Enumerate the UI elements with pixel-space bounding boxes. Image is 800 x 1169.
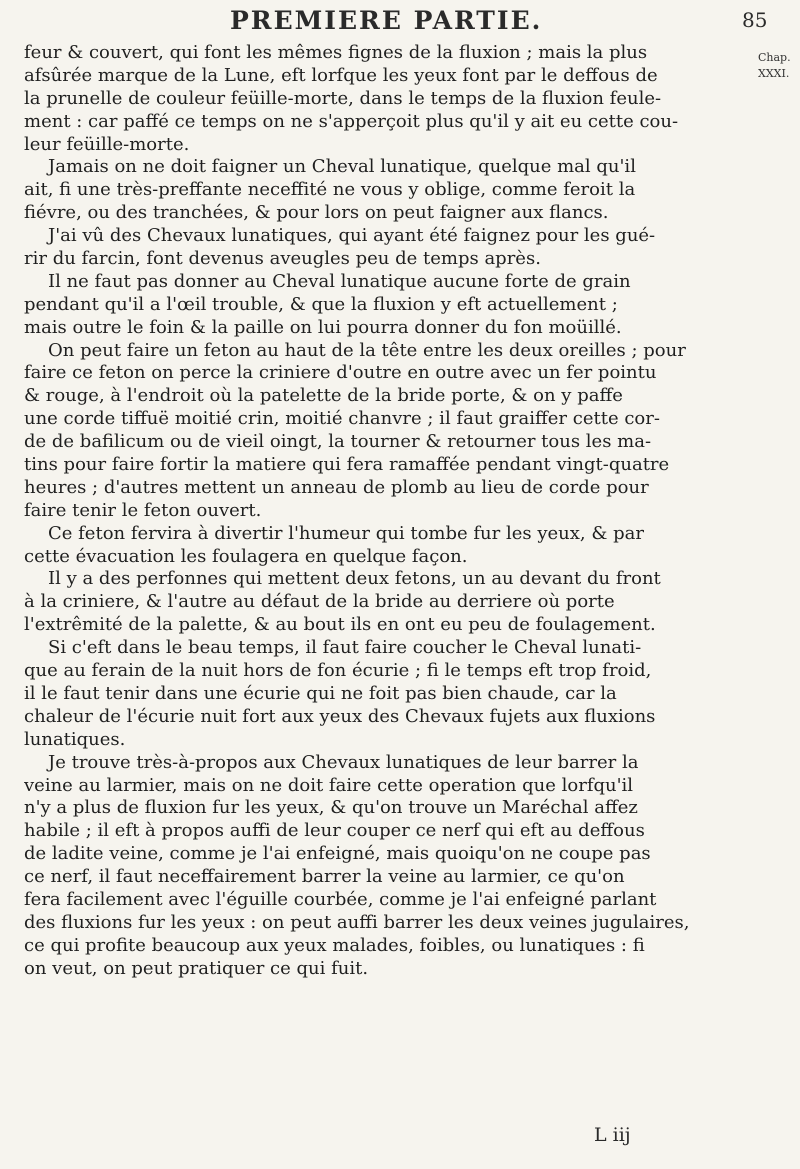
text-line: Je trouve très-à-propos aux Chevaux lunatiques de leur barrer la (48, 751, 639, 773)
text-line: une corde tiffuë moitié crin, moitié chanvre ; il faut graiffer cette cor- (24, 408, 660, 430)
text-line: On peut faire un feton au haut de la tête entre les deux oreilles ; pour (48, 339, 686, 361)
chapter-number: XXXI. (758, 67, 790, 80)
text-line: & rouge, à l'endroit où la patelette de la bride porte, & on y paffe (24, 385, 623, 407)
text-line: lunatiques. (24, 728, 126, 750)
text-line: ment : car paffé ce temps on ne s'apperçoit plus qu'il y ait eu cette cou- (24, 110, 679, 132)
text-line: ce nerf, il faut neceffairement barrer la veine au larmier, ce qu'on (24, 866, 625, 888)
text-line: mais outre le foin & la paille on lui pourra donner du fon moüillé. (24, 316, 622, 338)
text-line: J'ai vû des Chevaux lunatiques, qui ayant été faignez pour les gué- (48, 225, 656, 247)
text-line: ce qui profite beaucoup aux yeux malades, foibles, ou lunatiques : fi (24, 934, 645, 956)
text-line: tins pour faire fortir la matiere qui fera ramaffée pendant vingt-quatre (24, 454, 670, 476)
text-line: Il y a des perfonnes qui mettent deux fetons, un au devant du front (48, 568, 661, 590)
text-line: pendant qu'il a l'œil trouble, & que la fluxion y eft actuellement ; (24, 293, 618, 315)
text-line: fera facilement avec l'éguille courbée, comme je l'ai enfeigné parlant (24, 888, 657, 910)
text-line: Jamais on ne doit faigner un Cheval lunatique, quelque mal qu'il (48, 156, 636, 178)
text-line: veine au larmier, mais on ne doit faire cette operation que lorfqu'il (24, 774, 634, 796)
text-line: habile ; il eft à propos auffi de leur couper ce nerf qui eft au deffous (24, 820, 645, 842)
text-line: de ladite veine, comme je l'ai enfeigné, mais quoiqu'on ne coupe pas (24, 843, 651, 865)
text-line: il le faut tenir dans une écurie qui ne foit pas bien chaude, car la (24, 682, 617, 704)
text-line: Si c'eft dans le beau temps, il faut faire coucher le Cheval lunati- (48, 637, 642, 659)
text-line: l'extrêmité de la palette, & au bout ils en ont eu peu de foulagement. (24, 614, 656, 636)
text-line: faire ce feton on perce la criniere d'outre en outre avec un fer pointu (24, 362, 657, 384)
text-line: des fluxions fur les yeux : on peut auffi barrer les deux veines jugulaires, (24, 911, 690, 933)
text-line: leur feüille-morte. (24, 133, 190, 155)
text-line: heures ; d'autres mettent un anneau de plomb au lieu de corde pour (24, 476, 649, 498)
text-line: feur & couvert, qui font les mêmes fignes de la fluxion ; mais la plus (24, 42, 648, 63)
text-line: on veut, on peut pratiquer ce qui fuit. (24, 957, 369, 979)
body-text (24, 42, 752, 981)
page-header (0, 4, 800, 44)
text-line: Il ne faut pas donner au Cheval lunatique aucune forte de grain (48, 270, 631, 292)
signature-mark: L iij (594, 1124, 631, 1146)
text-line: la prunelle de couleur feüille-morte, dans le temps de la fluxion feule- (24, 87, 662, 109)
text-line: n'y a plus de fluxion fur les yeux, & qu'on trouve un Maréchal affez (24, 797, 638, 819)
running-title: PREMIERE PARTIE. (230, 6, 543, 35)
page-number: 85 (742, 8, 768, 32)
text-line: chaleur de l'écurie nuit fort aux yeux des Chevaux fujets aux fluxions (24, 705, 656, 727)
chapter-label: Chap. (758, 51, 791, 64)
text-line: fiévre, ou des tranchées, & pour lors on peut faigner aux flancs. (24, 202, 609, 224)
text-line: faire tenir le feton ouvert. (24, 499, 262, 521)
text-line: afsûrée marque de la Lune, eft lorfque les yeux font par le deffous de (24, 64, 658, 86)
margin-note (758, 50, 800, 82)
text-line: à la criniere, & l'autre au défaut de la bride au derriere où porte (24, 591, 615, 613)
text-line: de de bafilicum ou de vieil oingt, la tourner & retourner tous les ma- (24, 431, 652, 453)
text-line: ait, fi une très-preffante neceffité ne vous y oblige, comme feroit la (24, 179, 636, 201)
text-line: rir du farcin, font devenus aveugles peu de temps après. (24, 248, 541, 270)
text-line: Ce feton fervira à divertir l'humeur qui tombe fur les yeux, & par (48, 522, 644, 544)
text-line: que au ferain de la nuit hors de fon écurie ; fi le temps eft trop froid, (24, 660, 652, 682)
text-line: cette évacuation les foulagera en quelque façon. (24, 545, 468, 567)
